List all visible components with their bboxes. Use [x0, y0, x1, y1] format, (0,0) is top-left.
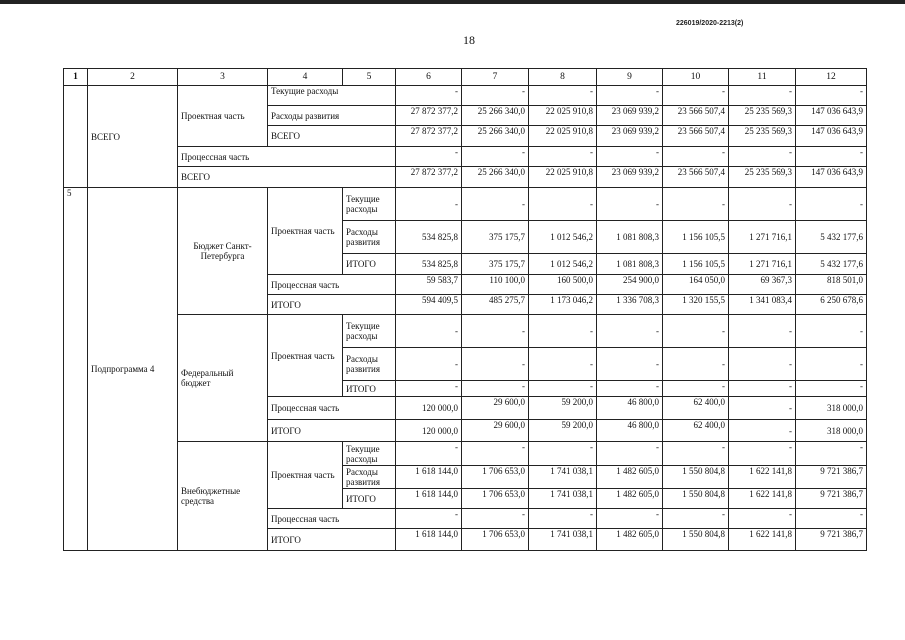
value-cell: 23 069 939,2 [597, 106, 663, 126]
value-cell: - [729, 188, 796, 221]
row-number-cell [64, 86, 88, 188]
value-cell: 6 250 678,6 [796, 295, 867, 315]
value-cell: - [462, 147, 529, 167]
processnaya-label: Процессная часть [268, 509, 396, 529]
value-cell: - [796, 509, 867, 529]
header-cell: 12 [796, 69, 867, 86]
value-cell: 9 721 386,7 [796, 466, 867, 489]
header-cell: 6 [396, 69, 462, 86]
value-cell: 5 432 177,6 [796, 221, 867, 254]
header-cell: 1 [64, 69, 88, 86]
value-cell: 485 275,7 [462, 295, 529, 315]
value-cell: 160 500,0 [529, 275, 597, 295]
header-cell: 7 [462, 69, 529, 86]
value-cell: 23 566 507,4 [663, 106, 729, 126]
value-cell: - [462, 315, 529, 348]
table-row [64, 86, 867, 106]
value-cell: 1 706 653,0 [462, 529, 529, 551]
value-cell: 23 566 507,4 [663, 167, 729, 188]
header-cell: 4 [268, 69, 343, 86]
source-label-offbudget: Внебюджетные средства [178, 442, 268, 551]
value-cell: - [597, 348, 663, 381]
value-cell: 1 320 155,5 [663, 295, 729, 315]
header-cell: 3 [178, 69, 268, 86]
value-cell: 375 175,7 [462, 254, 529, 275]
value-cell: 1 618 144,0 [396, 529, 462, 551]
tekushchie-label: Текущие расходы [268, 86, 396, 106]
value-cell: 1 741 038,1 [529, 529, 597, 551]
subprogram-label: Подпрограмма 4 [88, 188, 178, 551]
value-cell: 1 550 804,8 [663, 529, 729, 551]
value-cell: 318 000,0 [796, 420, 867, 442]
value-cell: - [729, 315, 796, 348]
value-cell: 1 173 046,2 [529, 295, 597, 315]
value-cell: 1 618 144,0 [396, 489, 462, 509]
value-cell: - [663, 509, 729, 529]
value-cell: - [796, 442, 867, 466]
value-cell: 69 367,3 [729, 275, 796, 295]
value-cell: 120 000,0 [396, 420, 462, 442]
budget-table [63, 68, 867, 551]
value-cell: - [529, 86, 597, 106]
value-cell: - [796, 315, 867, 348]
proektnaya-label: Проектная часть [268, 442, 343, 509]
value-cell: - [597, 315, 663, 348]
value-cell: - [597, 509, 663, 529]
value-cell: - [462, 381, 529, 397]
value-cell: - [529, 442, 597, 466]
value-cell: 164 050,0 [663, 275, 729, 295]
value-cell: - [663, 147, 729, 167]
value-cell: - [597, 147, 663, 167]
value-cell: 1 482 605,0 [597, 489, 663, 509]
value-cell: 25 235 569,3 [729, 167, 796, 188]
value-cell: 594 409,5 [396, 295, 462, 315]
value-cell: 25 235 569,3 [729, 126, 796, 147]
value-cell: 1 622 141,8 [729, 489, 796, 509]
tekushchie-label: Текущие расходы [343, 188, 396, 221]
itogo-label: ИТОГО [268, 529, 396, 551]
table-row [64, 442, 867, 466]
itogo-label: ИТОГО [343, 489, 396, 509]
value-cell: 534 825,8 [396, 221, 462, 254]
value-cell: 818 501,0 [796, 275, 867, 295]
proektnaya-label: Проектная часть [268, 188, 343, 275]
value-cell: 23 069 939,2 [597, 167, 663, 188]
value-cell: 1 012 546,2 [529, 254, 597, 275]
value-cell: 147 036 643,9 [796, 126, 867, 147]
value-cell: 59 583,7 [396, 275, 462, 295]
value-cell: 29 600,0 [462, 397, 529, 420]
value-cell: 1 271 716,1 [729, 254, 796, 275]
section-label: ВСЕГО [88, 86, 178, 188]
value-cell: 9 721 386,7 [796, 529, 867, 551]
razvitiya-label: Расходы развития [343, 348, 396, 381]
value-cell: - [529, 348, 597, 381]
header-cell: 8 [529, 69, 597, 86]
itogo-label: ИТОГО [268, 420, 396, 442]
header-cell: 10 [663, 69, 729, 86]
source-label-spb: Бюджет Санкт-Петербурга [178, 188, 268, 315]
value-cell: 27 872 377,2 [396, 167, 462, 188]
value-cell: 534 825,8 [396, 254, 462, 275]
value-cell: 1 336 708,3 [597, 295, 663, 315]
table-row [64, 147, 867, 167]
page-number: 18 [463, 33, 475, 47]
value-cell: - [396, 188, 462, 221]
razvitiya-label: Расходы развития [343, 466, 396, 489]
value-cell: 1 550 804,8 [663, 466, 729, 489]
value-cell: 1 706 653,0 [462, 489, 529, 509]
value-cell: 27 872 377,2 [396, 126, 462, 147]
value-cell: - [529, 509, 597, 529]
source-label-federal: Федеральный бюджет [178, 315, 268, 442]
value-cell: 1 741 038,1 [529, 466, 597, 489]
value-cell: 62 400,0 [663, 420, 729, 442]
value-cell: - [396, 509, 462, 529]
value-cell: - [396, 86, 462, 106]
value-cell: 1 622 141,8 [729, 529, 796, 551]
processnaya-label: Процессная часть [268, 275, 396, 295]
table-row [64, 167, 867, 188]
value-cell: - [462, 86, 529, 106]
processnaya-label: Процессная часть [178, 147, 396, 167]
value-cell: - [529, 147, 597, 167]
value-cell: 318 000,0 [796, 397, 867, 420]
itogo-label: ИТОГО [343, 381, 396, 397]
value-cell: - [796, 188, 867, 221]
value-cell: - [663, 381, 729, 397]
value-cell: 1 482 605,0 [597, 466, 663, 489]
value-cell: 62 400,0 [663, 397, 729, 420]
value-cell: - [729, 397, 796, 420]
value-cell: - [796, 147, 867, 167]
value-cell: - [597, 381, 663, 397]
value-cell: 46 800,0 [597, 420, 663, 442]
value-cell: 22 025 910,8 [529, 106, 597, 126]
value-cell: - [729, 509, 796, 529]
header-cell: 2 [88, 69, 178, 86]
value-cell: - [462, 188, 529, 221]
value-cell: - [597, 442, 663, 466]
value-cell: - [462, 348, 529, 381]
value-cell: 5 432 177,6 [796, 254, 867, 275]
value-cell: - [663, 348, 729, 381]
value-cell: - [597, 188, 663, 221]
value-cell: - [796, 381, 867, 397]
value-cell: 23 069 939,2 [597, 126, 663, 147]
header-cell: 9 [597, 69, 663, 86]
value-cell: - [729, 381, 796, 397]
value-cell: 147 036 643,9 [796, 106, 867, 126]
value-cell: 23 566 507,4 [663, 126, 729, 147]
value-cell: 1 271 716,1 [729, 221, 796, 254]
value-cell: 25 266 340,0 [462, 126, 529, 147]
value-cell: - [796, 86, 867, 106]
value-cell: - [396, 315, 462, 348]
value-cell: 1 550 804,8 [663, 489, 729, 509]
value-cell: - [396, 442, 462, 466]
value-cell: 22 025 910,8 [529, 167, 597, 188]
value-cell: - [729, 442, 796, 466]
razvitiya-label: Расходы развития [268, 106, 396, 126]
value-cell: 1 156 105,5 [663, 221, 729, 254]
table-row [64, 315, 867, 348]
value-cell: - [597, 86, 663, 106]
header-cell: 5 [343, 69, 396, 86]
value-cell: - [529, 188, 597, 221]
value-cell: 25 266 340,0 [462, 167, 529, 188]
value-cell: - [396, 348, 462, 381]
value-cell: - [729, 420, 796, 442]
total-label: ВСЕГО [178, 167, 396, 188]
row-number-cell: 5 [64, 188, 88, 551]
value-cell: 1 482 605,0 [597, 529, 663, 551]
value-cell: 375 175,7 [462, 221, 529, 254]
value-cell: - [529, 315, 597, 348]
razvitiya-label: Расходы развития [343, 221, 396, 254]
value-cell: 1 012 546,2 [529, 221, 597, 254]
value-cell: 147 036 643,9 [796, 167, 867, 188]
value-cell: - [462, 509, 529, 529]
value-cell: 1 081 808,3 [597, 221, 663, 254]
value-cell: 25 266 340,0 [462, 106, 529, 126]
header-row [64, 69, 867, 86]
value-cell: 59 200,0 [529, 420, 597, 442]
value-cell: 1 618 144,0 [396, 466, 462, 489]
value-cell: 1 156 105,5 [663, 254, 729, 275]
value-cell: 120 000,0 [396, 397, 462, 420]
value-cell: 9 721 386,7 [796, 489, 867, 509]
value-cell: 1 341 083,4 [729, 295, 796, 315]
proektnaya-label: Проектная часть [268, 315, 343, 397]
value-cell: 254 900,0 [597, 275, 663, 295]
tekushchie-label: Текущие расходы [343, 442, 396, 466]
value-cell: - [396, 147, 462, 167]
value-cell: - [462, 442, 529, 466]
value-cell: - [529, 381, 597, 397]
value-cell: 1 706 653,0 [462, 466, 529, 489]
itogo-label: ИТОГО [343, 254, 396, 275]
itogo-label: ИТОГО [268, 295, 396, 315]
value-cell: 1 622 141,8 [729, 466, 796, 489]
value-cell: - [729, 147, 796, 167]
value-cell: 29 600,0 [462, 420, 529, 442]
top-border-line [0, 0, 905, 4]
value-cell: 25 235 569,3 [729, 106, 796, 126]
value-cell: 1 741 038,1 [529, 489, 597, 509]
header-cell: 11 [729, 69, 796, 86]
value-cell: 46 800,0 [597, 397, 663, 420]
value-cell: 1 081 808,3 [597, 254, 663, 275]
value-cell: 59 200,0 [529, 397, 597, 420]
value-cell: - [396, 381, 462, 397]
value-cell: 22 025 910,8 [529, 126, 597, 147]
table-row [64, 188, 867, 221]
value-cell: 27 872 377,2 [396, 106, 462, 126]
tekushchie-label: Текущие расходы [343, 315, 396, 348]
value-cell: 110 100,0 [462, 275, 529, 295]
processnaya-label: Процессная часть [268, 397, 396, 420]
value-cell: - [663, 188, 729, 221]
value-cell: - [663, 86, 729, 106]
proektnaya-label: Проектная часть [178, 86, 268, 147]
value-cell: - [663, 315, 729, 348]
value-cell: - [663, 442, 729, 466]
value-cell: - [729, 86, 796, 106]
value-cell: - [796, 348, 867, 381]
value-cell: - [729, 348, 796, 381]
vsego-label: ВСЕГО [268, 126, 396, 147]
document-number: 226019/2020-2213(2) [676, 20, 744, 27]
